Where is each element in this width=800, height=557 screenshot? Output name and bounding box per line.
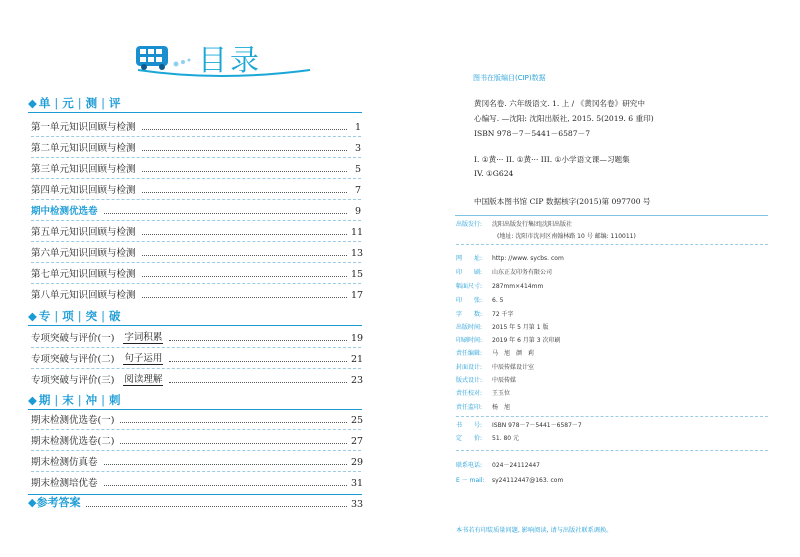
toc-item[interactable]: 专项突破与评价(三) 阅读理解 23 [31,370,361,386]
toc-item[interactable]: 专项突破与评价(一) 字词积累 19 [31,328,361,344]
pub-row: 责任监印: 杨 旭 [456,404,511,411]
section-final-heading: ◆ 期 | 末 | 冲 | 刺 [28,393,121,407]
pub-row: 版式设计: 中辰传媒 [456,377,517,384]
cip-title: 图书在版编目(CIP)数据 [473,74,546,82]
section-divider [28,325,362,326]
book-row: 定 价: 51. 80 元 [456,435,519,442]
row-divider [31,262,361,263]
toc-item-answers[interactable]: ◆参考答案 33 [28,496,364,510]
section-special-heading: ◆ 专 | 项 | 突 | 破 [28,309,121,323]
cip-line: 黄冈名卷. 六年级语文. 1. 上 / 《黄冈名卷》研究中 [474,99,645,108]
row-divider [31,347,361,348]
row-divider [31,220,361,221]
pub-row: 责任校对: 王玉位 [456,390,511,397]
row-divider [456,244,768,245]
toc-item[interactable]: 第一单元知识回顾与检测 1 [31,122,361,133]
toc-item[interactable]: 期末检测培优卷 31 [31,478,364,489]
cip-line: 心编写. —沈阳: 沈阳出版社, 2015. 5(2019. 6 重印) [474,114,654,123]
row-divider [31,157,361,158]
toc-item[interactable]: 期末检测优选卷(一) 25 [31,415,364,426]
toc-item[interactable]: 第四单元知识回顾与检测 7 [31,185,361,196]
cip-line: 中国版本图书馆 CIP 数据核字(2015)第 097700 号 [474,197,651,206]
row-divider [31,199,361,200]
page-title: 目录 [198,43,263,77]
row-divider [456,416,768,417]
toc-item[interactable]: 第三单元知识回顾与检测 5 [31,164,361,175]
row-divider [31,429,361,430]
section-unit-heading: ◆ 单 | 元 | 测 | 评 [28,96,121,110]
cip-line: I. ①黄··· II. ①黄··· III. ①小学语文课—习题集 [474,155,630,164]
toc-item[interactable]: 期末检测优选卷(二) 27 [31,436,364,447]
book-row: 书 号: ISBN 978－7－5441－6587－7 [456,422,582,429]
toc-item[interactable]: 期末检测仿真卷 29 [31,457,364,468]
toc-item[interactable]: 第二单元知识回顾与检测 3 [31,143,361,154]
row-divider [31,178,361,179]
cip-line: ISBN 978－7－5441－6587－7 [474,129,591,138]
row-divider [31,241,361,242]
pub-row: 幅面尺寸: 287mm×414mm [456,283,544,290]
colophon-divider [455,215,768,216]
toc-header [130,40,330,80]
toc-item[interactable]: 第六单元知识回顾与检测 13 [31,248,364,259]
pub-row: 字 数: 72 千字 [456,311,514,318]
publisher-address: (地址: 沈阳市沈河区南翰林路 10 号 邮编: 110011) [497,233,636,240]
toc-item[interactable]: 第七单元知识回顾与检测 15 [31,269,364,280]
pub-row: 印刷时间: 2019 年 6 月第 3 次印刷 [456,337,561,344]
pub-row: 印 刷: 山东正友印务有限公司 [456,269,553,276]
pub-row: 出版时间: 2015 年 5 月第 1 版 [456,324,549,331]
cip-line: IV. ①G624 [474,169,514,178]
row-divider [31,283,361,284]
toc-item-midterm[interactable]: 期中检测优选卷 9 [31,206,361,217]
contact-row: 联系电话: 024－24112447 [456,462,540,469]
contact-row: E － mail: sy24112447@163. com [456,477,564,484]
toc-item[interactable]: 第五单元知识回顾与检测 11 [31,227,364,238]
pub-row: 封面设计: 中辰传媒设计室 [456,364,535,371]
row-divider [31,136,361,137]
row-divider [456,450,768,451]
publisher-row: 出版发行: 沈阳出版发行集团|沈阳出版社 [456,221,573,228]
row-divider [31,450,361,451]
quality-notice: 本书若有印装质量问题, 影响阅读, 请与出版社联系调换。 [456,527,613,534]
row-divider [31,471,361,472]
pub-row: 印 张: 6. 5 [456,297,504,304]
toc-item[interactable]: 专项突破与评价(二) 句子运用 21 [31,349,361,365]
row-divider [31,368,361,369]
toc-item[interactable]: 第八单元知识回顾与检测 17 [31,290,364,301]
pub-row: 网 址: http: //www. sycbs. com [456,255,564,262]
pub-row: 责任编辑: 马 旭 颜 莉 [456,350,535,357]
section-divider [28,112,362,113]
